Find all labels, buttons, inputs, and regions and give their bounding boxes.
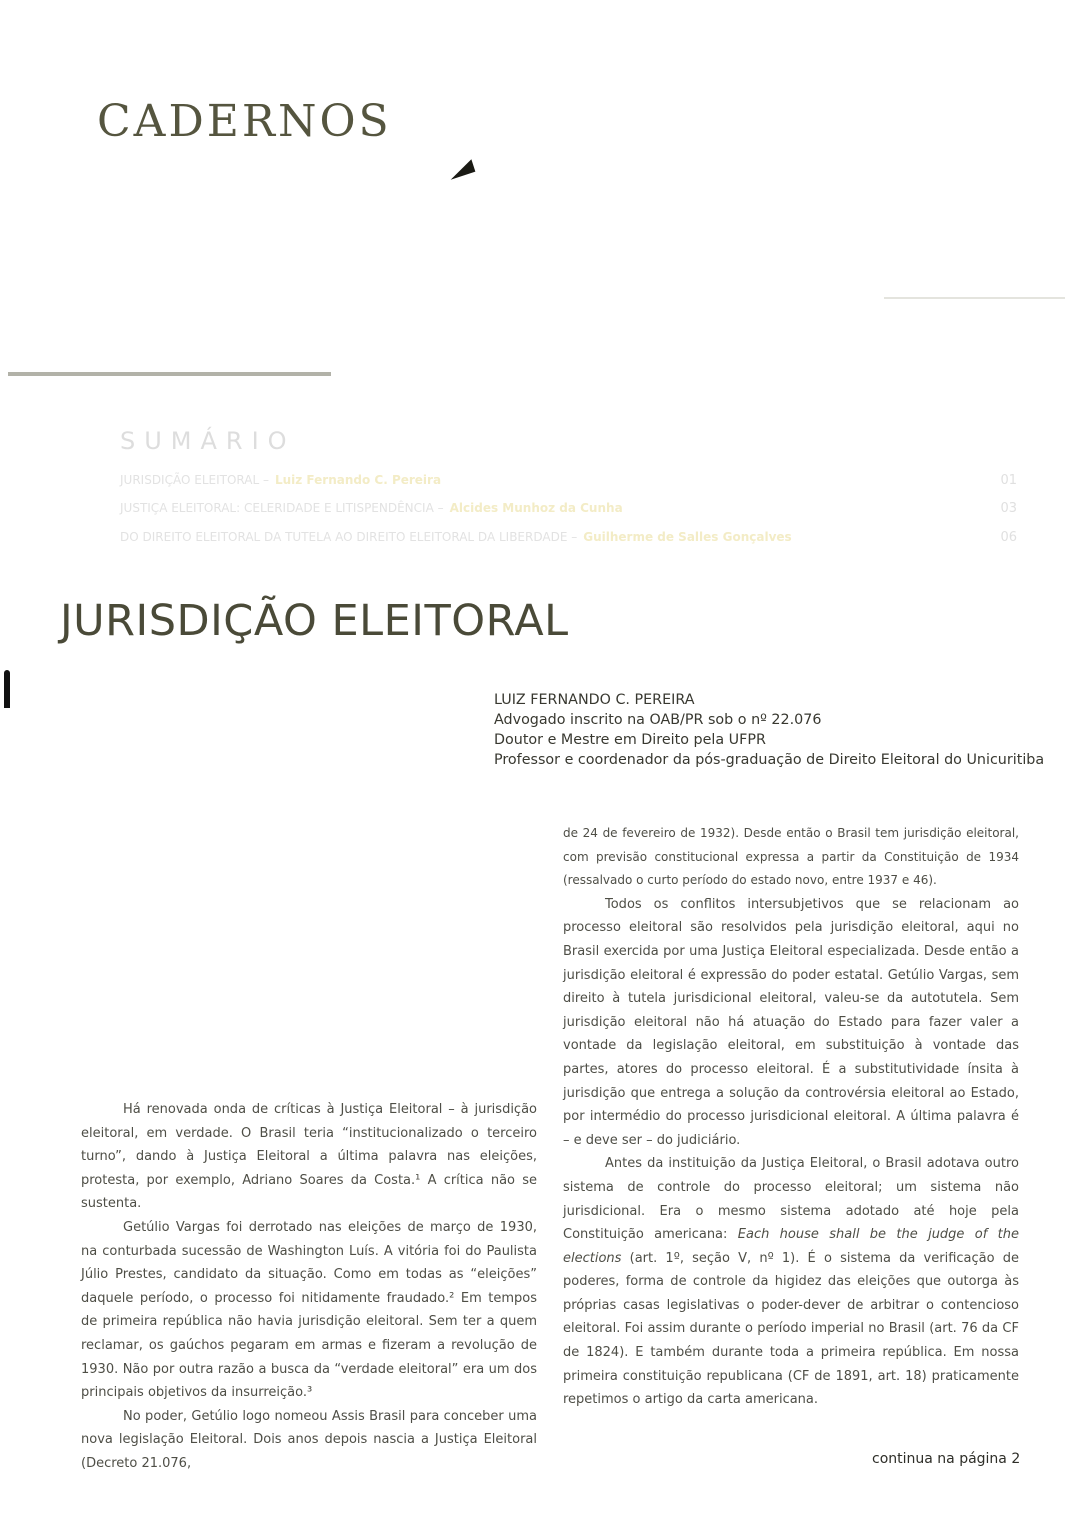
toc-item-author: Guilherme de Salles Gonçalves: [583, 530, 792, 544]
author-credential: Doutor e Mestre em Direito pela UFPR: [494, 732, 766, 748]
quote: Each house shall be the judge of the elections: [563, 1227, 1019, 1266]
toc-item[interactable]: [120, 473, 1017, 493]
article-title: JURISDIÇÃO ELEITORAL: [60, 596, 569, 646]
toc-title: SUMÁRIO: [120, 427, 296, 455]
author-name: LUIZ FERNANDO C. PEREIRA: [494, 692, 695, 708]
divider-right: [884, 297, 1065, 299]
toc-item-title: JUSTIÇA ELEITORAL: CELERIDADE E LITISPENDÊNCIA –: [120, 501, 444, 515]
paragraph: de 24 de fevereiro de 1932). Desde então o Brasil tem jurisdição eleitoral, com previsão constitucional expressa a partir da Constituição de 1934 (ressalvado o curto período do estado novo, entre 1937 e 46).: [563, 826, 1019, 888]
toc-item[interactable]: [120, 501, 1017, 521]
author-credential: Professor e coordenador da pós-graduação de Direito Eleitoral do Unicuritiba: [494, 752, 1045, 768]
toc-item-page: 06: [1000, 530, 1017, 545]
author-credential: Advogado inscrito na OAB/PR sob o nº 22.076: [494, 712, 822, 728]
toc-item-page: 01: [1000, 473, 1017, 488]
toc-item-page: 03: [1000, 501, 1017, 516]
paragraph: Há renovada onda de críticas à Justiça Eleitoral – à jurisdição eleitoral, em verdade. O Brasil teria “institucionalizado o terceiro turno”, dando à Justiça Eleitoral a última palavra nas eleições, protesta, por exemplo, Adriano Soares da Costa.¹ A crítica não se sustenta.: [81, 1102, 537, 1212]
toc-item-author: Alcides Munhoz da Cunha: [449, 501, 623, 515]
body-column-left: [81, 1098, 537, 1476]
paragraph-text: Antes da instituição da Justiça Eleitoral, o Brasil adotava outro sistema de controle do processo eleitoral; um sistema não jurisdicional. Era o mesmo sistema adotado até hoje pela Constituição americana:: [563, 1156, 1019, 1243]
paragraph-text: (art. 1º, seção V, nº 1). É o sistema da verificação de poderes, forma de controle da higidez das eleições que outorga às próprias casas legislativas o poder-dever de arbitrar o contencioso eleitoral. Foi assim durante o período imperial no Brasil (art. 76 da CF de 1824). E também durante toda a primeira república. Em nossa primeira constituição republicana (CF de 1891, art. 18) praticamente repetimos o artigo da carta americana.: [563, 1250, 1019, 1408]
paragraph: Todos os conflitos intersubjetivos que se relacionam ao processo eleitoral são resolvidos pela jurisdição eleitoral, aqui no Brasil exercida por uma Justiça Eleitoral especializada. Desde então a jurisdição eleitoral é expressão do poder estatal. Getúlio Vargas, sem direito à tutela jurisdicional eleitoral, valeu-se da autotutela. Sem jurisdição eleitoral não há atuação do Estado para fazer valer a vontade da legislação eleitoral, em substituição à vontade das partes, atores do processo eleitoral. É a substitutividade ínsita à jurisdição que entrega a solução da controvérsia eleitoral ao Estado, por intermédio do processo jurisdicional eleitoral. A última palavra é – e deve ser – do judiciário.: [563, 896, 1019, 1148]
toc-item-title: DO DIREITO ELEITORAL DA TUTELA AO DIREITO ELEITORAL DA LIBERDADE –: [120, 530, 578, 544]
decorative-triangle-icon: [447, 159, 476, 179]
continued-link[interactable]: continua na página 2: [872, 1451, 1021, 1467]
side-mark: [4, 670, 10, 708]
paragraph: [563, 1152, 1019, 1412]
paragraph: Getúlio Vargas foi derrotado nas eleições de março de 1930, na conturbada sucessão de Washington Luís. A vitória foi do Paulista Júlio Prestes, candidato da situação. Como em todas as “eleições” daquele período, o processo foi nitidamente fraudado.² Em tempos de primeira república não havia jurisdição eleitoral. Sem ter a quem reclamar, os gaúchos pegaram em armas e fizeram a revolução de 1930. Não por outra razão a busca da “verdade eleitoral” era um dos principais objetivos da insurreição.³: [81, 1219, 537, 1401]
toc-item[interactable]: [120, 530, 1017, 550]
masthead: CADERNOS: [97, 96, 392, 147]
divider-left: [8, 372, 331, 376]
toc-item-title: JURISDIÇÃO ELEITORAL –: [120, 473, 269, 487]
author-block: [494, 690, 1044, 770]
paragraph: No poder, Getúlio logo nomeou Assis Brasil para conceber uma nova legislação Eleitoral. Dois anos depois nascia a Justiça Eleitoral (Decreto 21.076,: [81, 1408, 537, 1471]
body-column-right: [563, 822, 1019, 1412]
toc-item-author: Luiz Fernando C. Pereira: [274, 473, 442, 487]
